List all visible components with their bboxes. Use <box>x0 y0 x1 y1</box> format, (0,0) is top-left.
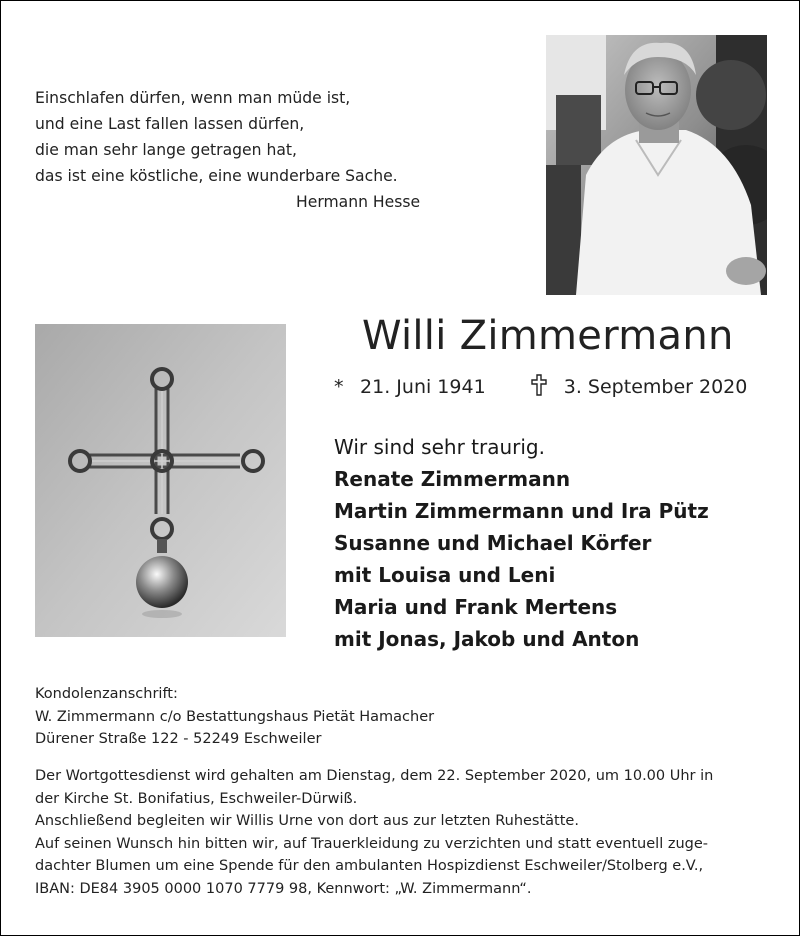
quote-line: und eine Last fallen lassen dürfen, <box>35 115 305 133</box>
mourner-line: mit Jonas, Jakob und Anton <box>334 627 640 651</box>
hesse-quote <box>35 85 420 215</box>
death-date: 3. September 2020 <box>563 376 748 398</box>
mourner-line: mit Louisa und Leni <box>334 563 556 587</box>
quote-line: die man sehr lange getragen hat, <box>35 141 297 159</box>
mourner-line: Martin Zimmermann und Ira Pütz <box>334 499 709 523</box>
cross-photo <box>35 324 286 637</box>
service-line: IBAN: DE84 3905 0000 1070 7779 98, Kennwort: „W. Zimmermann“. <box>35 880 532 897</box>
mourners-block <box>334 431 709 655</box>
condolence-line: Dürener Straße 122 - 52249 Eschweiler <box>35 731 322 747</box>
service-line: Auf seinen Wunsch hin bitten wir, auf Trauerkleidung zu verzichten und statt eventuell zuge- <box>35 835 708 852</box>
cross-icon <box>530 374 548 396</box>
quote-line: Einschlafen dürfen, wenn man müde ist, <box>35 89 351 107</box>
life-dates <box>334 374 747 398</box>
mourner-line: Susanne und Michael Körfer <box>334 531 652 555</box>
condolence-address <box>35 683 434 751</box>
quote-line: das ist eine köstliche, eine wunderbare Sache. <box>35 167 398 185</box>
mourner-line: Maria und Frank Mertens <box>334 595 618 619</box>
mourners-intro: Wir sind sehr traurig. <box>334 435 545 459</box>
portrait-photo <box>546 35 767 295</box>
condolence-line: W. Zimmermann c/o Bestattungshaus Pietät Hamacher <box>35 708 435 725</box>
condolence-label: Kondolenzanschrift: <box>35 686 178 702</box>
birth-symbol: * <box>334 376 344 398</box>
quote-author: Hermann Hesse <box>296 193 421 211</box>
service-line: Anschließend begleiten wir Willis Urne von dort aus zur letzten Ruhestätte. <box>35 813 579 829</box>
service-info <box>35 765 775 900</box>
service-line: Der Wortgottesdienst wird gehalten am Dienstag, dem 22. September 2020, um 10.00 Uhr in <box>35 768 714 784</box>
service-line: der Kirche St. Bonifatius, Eschweiler-Dürwiß. <box>35 790 358 807</box>
mourner-line: Renate Zimmermann <box>334 467 571 491</box>
birth-date: 21. Juni 1941 <box>360 376 486 398</box>
service-line: dachter Blumen um eine Spende für den ambulanten Hospizdienst Eschweiler/Stolberg e.V., <box>35 858 704 874</box>
deceased-name: Willi Zimmermann <box>362 313 734 359</box>
